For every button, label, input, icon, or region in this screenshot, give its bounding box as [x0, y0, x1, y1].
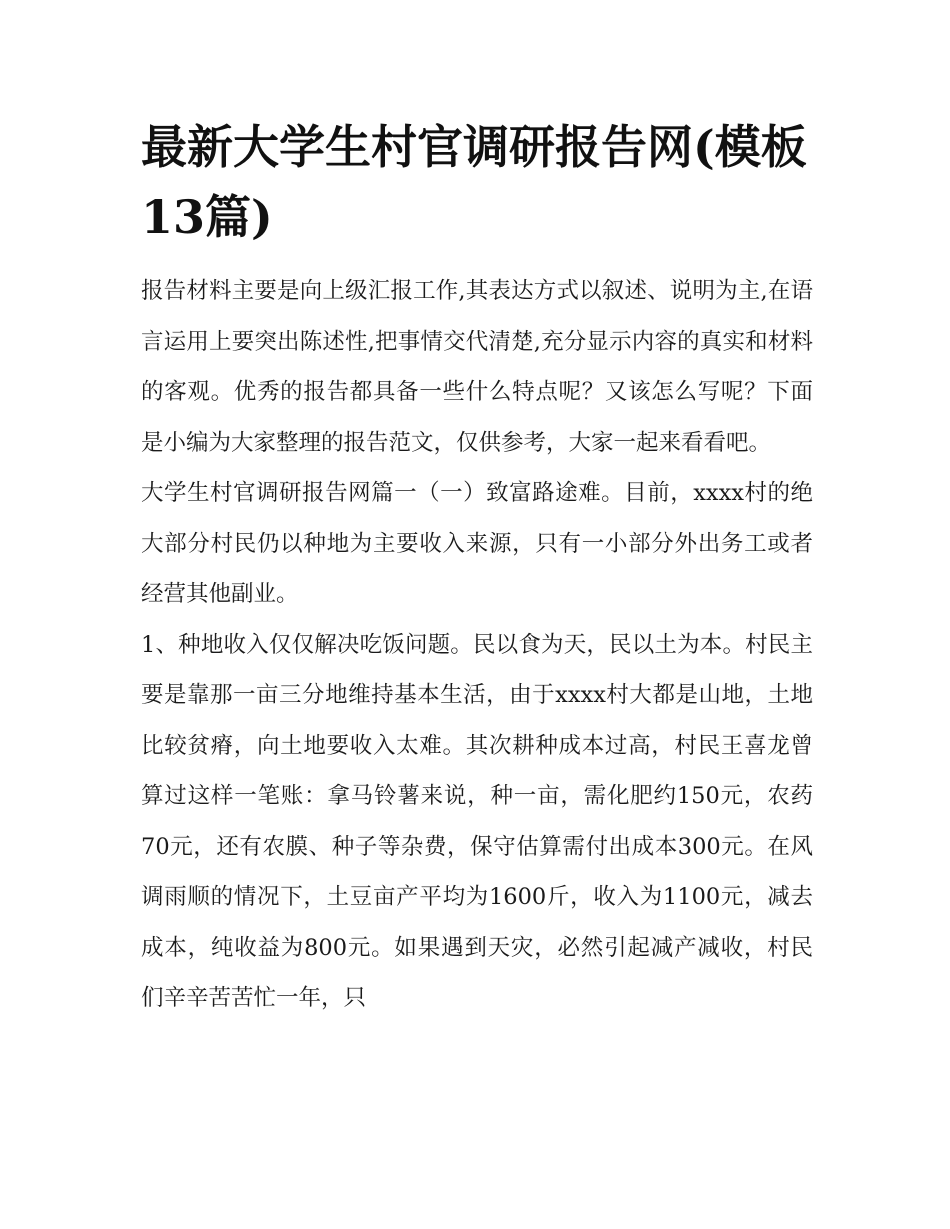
paragraph-item-one: 1、种地收入仅仅解决吃饭问题。民以食为天，民以土为本。村民主要是靠那一亩三分地维持基本生活，由于xxxx村大都是山地，土地比较贫瘠，向土地要收入太难。其次耕种成本过高，村民王喜龙曾算过这样一笔账：拿马铃薯来说，种一亩，需化肥约150元，农药70元，还有农膜、种子等杂费，保守估算需付出成本300元。在风调雨顺的情况下，土豆亩产平均为1600斤，收入为1100元，减去成本，纯收益为800元。如果遇到天灾，必然引起减产减收，村民们辛辛苦苦忙一年，只	[141, 631, 813, 1011]
title-block	[141, 112, 813, 252]
document-title: 最新大学生村官调研报告网(模板13篇)	[141, 120, 807, 244]
paragraph-intro: 报告材料主要是向上级汇报工作,其表达方式以叙述、说明为主,在语言运用上要突出陈述性,把事情交代清楚,充分显示内容的真实和材料的客观。优秀的报告都具备一些什么特点呢？又该怎么写呢？下面是小编为大家整理的报告范文，仅供参考，大家一起来看看吧。	[141, 278, 813, 456]
paragraph-section-one: 大学生村官调研报告网篇一（一）致富路途难。目前，xxxx村的绝大部分村民仍以种地为主要收入来源，只有一小部分外出务工或者经营其他副业。	[141, 480, 813, 607]
document-body	[141, 112, 813, 1024]
